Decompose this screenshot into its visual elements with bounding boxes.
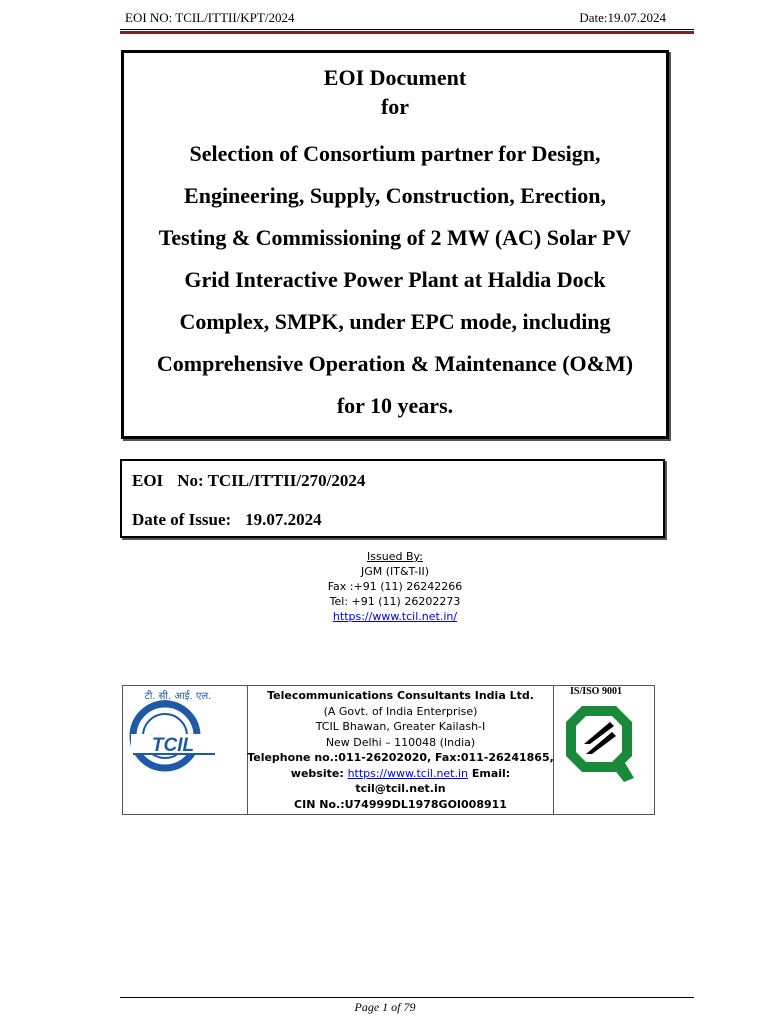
- issued-by-block: [300, 549, 490, 624]
- page-number: Page 1 of 79: [354, 1000, 416, 1014]
- issued-by-label: Issued By:: [367, 550, 423, 563]
- tcil-logo-icon: [123, 686, 247, 786]
- tcil-logo-cell: [123, 686, 248, 814]
- eoi-number-label: EOI: [132, 471, 164, 490]
- iso-quality-icon: [554, 698, 654, 798]
- document-title: EOI Document: [323, 65, 467, 90]
- company-name: Telecommunications Consultants India Ltd.: [267, 689, 534, 702]
- document-title-for: for: [380, 94, 410, 119]
- title-line: Comprehensive Operation & Maintenance (O&M): [156, 351, 634, 376]
- company-website-row: [247, 766, 554, 782]
- title-line: for 10 years.: [336, 393, 454, 418]
- issuer-fax: Fax :+91 (11) 26242266: [327, 580, 463, 593]
- svg-text:टी. सी. आई. एल.: टी. सी. आई. एल.: [144, 691, 212, 702]
- title-line: Engineering, Supply, Construction, Erection,: [184, 183, 606, 208]
- iso-logo-cell: [553, 686, 654, 814]
- company-details: [247, 688, 554, 812]
- title-line: Complex, SMPK, under EPC mode, including: [179, 309, 611, 334]
- date-of-issue-label: Date of Issue:: [132, 510, 232, 529]
- company-govt: (A Govt. of India Enterprise): [323, 704, 478, 718]
- title-line: Grid Interactive Power Plant at Haldia Dock: [184, 267, 606, 292]
- eoi-info-box: [120, 459, 665, 538]
- email-label: Email:: [468, 766, 511, 780]
- company-website-link[interactable]: https://www.tcil.net.in: [347, 766, 469, 780]
- company-phone-fax: Telephone no.:011-26202020, Fax:011-26241865,: [247, 751, 554, 764]
- header-eoi-number: EOI NO: TCIL/ITTII/KPT/2024: [125, 10, 295, 25]
- company-address-line1: TCIL Bhawan, Greater Kailash-I: [315, 720, 486, 733]
- header-date: Date:19.07.2024: [579, 10, 666, 25]
- title-line: Selection of Consortium partner for Design,: [189, 141, 601, 166]
- title-box: [121, 50, 669, 439]
- date-of-issue-value: 19.07.2024: [245, 510, 322, 529]
- footer-rule: [120, 997, 694, 998]
- header-rule-thin: [120, 29, 694, 30]
- issuer-designation: JGM (IT&T-II): [360, 565, 430, 578]
- title-description: [124, 133, 666, 427]
- svg-text:TCIL: TCIL: [151, 735, 195, 756]
- company-email: tcil@tcil.net.in: [355, 782, 446, 795]
- issuer-tel: Tel: +91 (11) 26202273: [329, 595, 461, 608]
- header-rule-thick: [120, 31, 694, 34]
- issuer-website-link[interactable]: https://www.tcil.net.in/: [332, 610, 458, 623]
- title-line: Testing & Commissioning of 2 MW (AC) Solar PV: [158, 225, 632, 250]
- company-contact-table: [122, 685, 655, 815]
- company-address-line2: New Delhi – 110048 (India): [325, 735, 476, 749]
- iso-certification-label: IS/ISO 9001: [570, 686, 622, 697]
- eoi-number-value: No: TCIL/ITTII/270/2024: [177, 471, 366, 490]
- website-label: website:: [290, 766, 348, 780]
- company-cin: CIN No.:U74999DL1978GOI008911: [294, 797, 507, 811]
